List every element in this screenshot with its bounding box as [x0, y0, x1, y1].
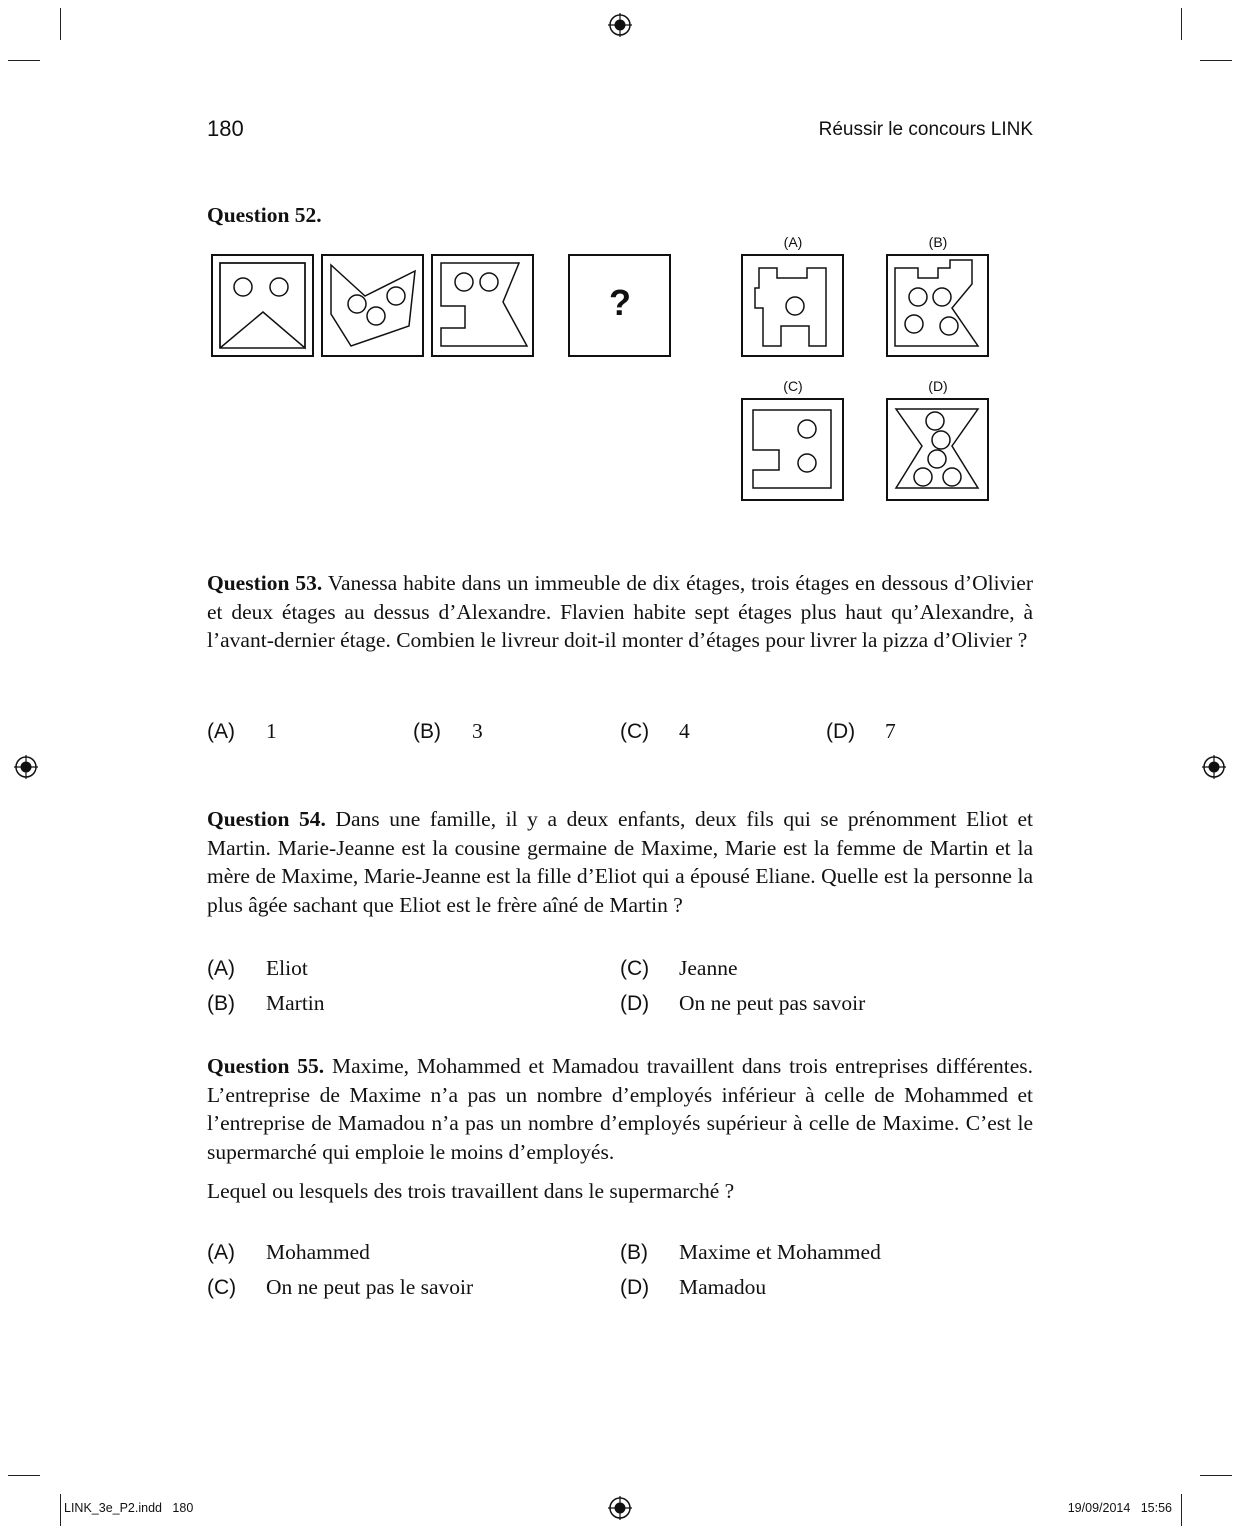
q52-option-label-c: (C) — [783, 378, 803, 394]
registration-mark-icon — [608, 13, 632, 37]
option-letter: (D) — [620, 992, 650, 1015]
crop-mark — [60, 1494, 61, 1526]
q53-paragraph — [207, 569, 1033, 655]
option-letter: (D) — [620, 1276, 650, 1299]
crop-mark — [1181, 8, 1182, 40]
option-letter: (B) — [413, 720, 441, 743]
q53-title: Question 53. — [207, 571, 323, 595]
option-letter: (C) — [207, 1276, 237, 1299]
option-value: Eliot — [266, 956, 308, 980]
q52-sequence-figure-2 — [321, 254, 425, 358]
option-value: Martin — [266, 991, 325, 1015]
option-letter: (C) — [620, 720, 650, 743]
crop-mark — [60, 8, 61, 40]
option-value: Mamadou — [679, 1275, 767, 1299]
option-value: 1 — [266, 719, 277, 743]
q52-sequence-figure-3 — [431, 254, 535, 358]
option-letter: (B) — [207, 992, 235, 1015]
q54-option-c[interactable] — [620, 956, 738, 981]
crop-mark — [8, 1475, 40, 1476]
q52-option-figure-a[interactable] — [741, 254, 845, 358]
q53-option-d[interactable] — [826, 719, 896, 744]
option-value: Maxime et Mohammed — [679, 1240, 881, 1264]
file-slug: LINK_3e_P2.indd 180 — [64, 1501, 194, 1515]
q55-option-a[interactable] — [207, 1240, 370, 1265]
running-title: Réussir le concours LINK — [818, 119, 1033, 140]
option-letter: (A) — [207, 957, 235, 980]
q55-option-c[interactable] — [207, 1275, 474, 1300]
option-letter: (C) — [620, 957, 650, 980]
option-value: 4 — [679, 719, 690, 743]
q55-paragraph — [207, 1052, 1033, 1167]
q55-title: Question 55. — [207, 1054, 325, 1078]
option-value: On ne peut pas savoir — [679, 991, 866, 1015]
page-number: 180 — [207, 116, 244, 141]
option-letter: (A) — [207, 720, 235, 743]
q52-title: Question 52. — [207, 203, 322, 227]
option-letter: (D) — [826, 720, 856, 743]
crop-mark — [1181, 1494, 1182, 1526]
option-value: 7 — [885, 719, 896, 743]
option-letter: (A) — [207, 1241, 235, 1264]
option-letter: (B) — [620, 1241, 648, 1264]
q55-question: Lequel ou lesquels des trois travaillent dans le supermarché ? — [207, 1179, 735, 1203]
q52-option-figure-c[interactable] — [741, 398, 845, 502]
q54-option-a[interactable] — [207, 956, 308, 981]
q52-option-figure-b[interactable] — [886, 254, 990, 358]
q54-paragraph — [207, 805, 1033, 920]
q55-text: Maxime, Mohammed et Mamadou travaillent dans trois entreprises différentes. L’entreprise de Maxime n’a pas un nombre d’employés inférieur à celle de Mohammed et l’entreprise de Mamadou n’a pas un nombre d’employés supérieur à celle de Maxime. C’est le supermarché qui emploie le moins d’employés. — [207, 1054, 1033, 1165]
option-value: Mohammed — [266, 1240, 370, 1264]
q55-option-d[interactable] — [620, 1275, 767, 1300]
q55-option-b[interactable] — [620, 1240, 881, 1265]
q53-option-a[interactable] — [207, 719, 277, 744]
option-value: Jeanne — [679, 956, 738, 980]
registration-mark-icon — [608, 1496, 632, 1520]
q54-title: Question 54. — [207, 807, 326, 831]
question-mark: ? — [609, 282, 631, 323]
q53-option-c[interactable] — [620, 719, 690, 744]
q53-text: Vanessa habite dans un immeuble de dix étages, trois étages en dessous d’Olivier et deux étages au dessus d’Alexandre. Flavien habite sept étages plus haut qu’Alexandre, à l’avant-dernier étage. Combien le livreur doit-il monter d’étages pour livrer la pizza d’Olivier ? — [207, 571, 1033, 653]
q53-option-b[interactable] — [413, 719, 483, 744]
q54-option-b[interactable] — [207, 991, 325, 1016]
option-value: 3 — [472, 719, 483, 743]
date-slug: 19/09/2014 15:56 — [1067, 1501, 1172, 1515]
option-value: On ne peut pas le savoir — [266, 1275, 474, 1299]
q52-sequence-figure-1 — [211, 254, 315, 358]
registration-mark-icon — [1202, 755, 1226, 779]
q54-text: Dans une famille, il y a deux enfants, deux fils qui se prénomment Eliot et Martin. Marie-Jeanne est la cousine germaine de Maxime, Marie est la femme de Martin et la mère de Maxime, Marie-Jeanne est la fille d’Eliot qui a épousé Eliane. Quelle est la personne la plus âgée sachant que Eliot est le frère aîné de Martin ? — [207, 807, 1034, 918]
crop-mark — [1200, 60, 1232, 61]
q52-option-label-b: (B) — [928, 234, 948, 250]
q52-option-figure-d[interactable] — [886, 398, 990, 502]
q54-option-d[interactable] — [620, 991, 866, 1016]
registration-mark-icon — [14, 755, 38, 779]
q52-option-label-d: (D) — [928, 378, 948, 394]
crop-mark — [8, 60, 40, 61]
crop-mark — [1200, 1475, 1232, 1476]
q52-option-label-a: (A) — [783, 234, 803, 250]
